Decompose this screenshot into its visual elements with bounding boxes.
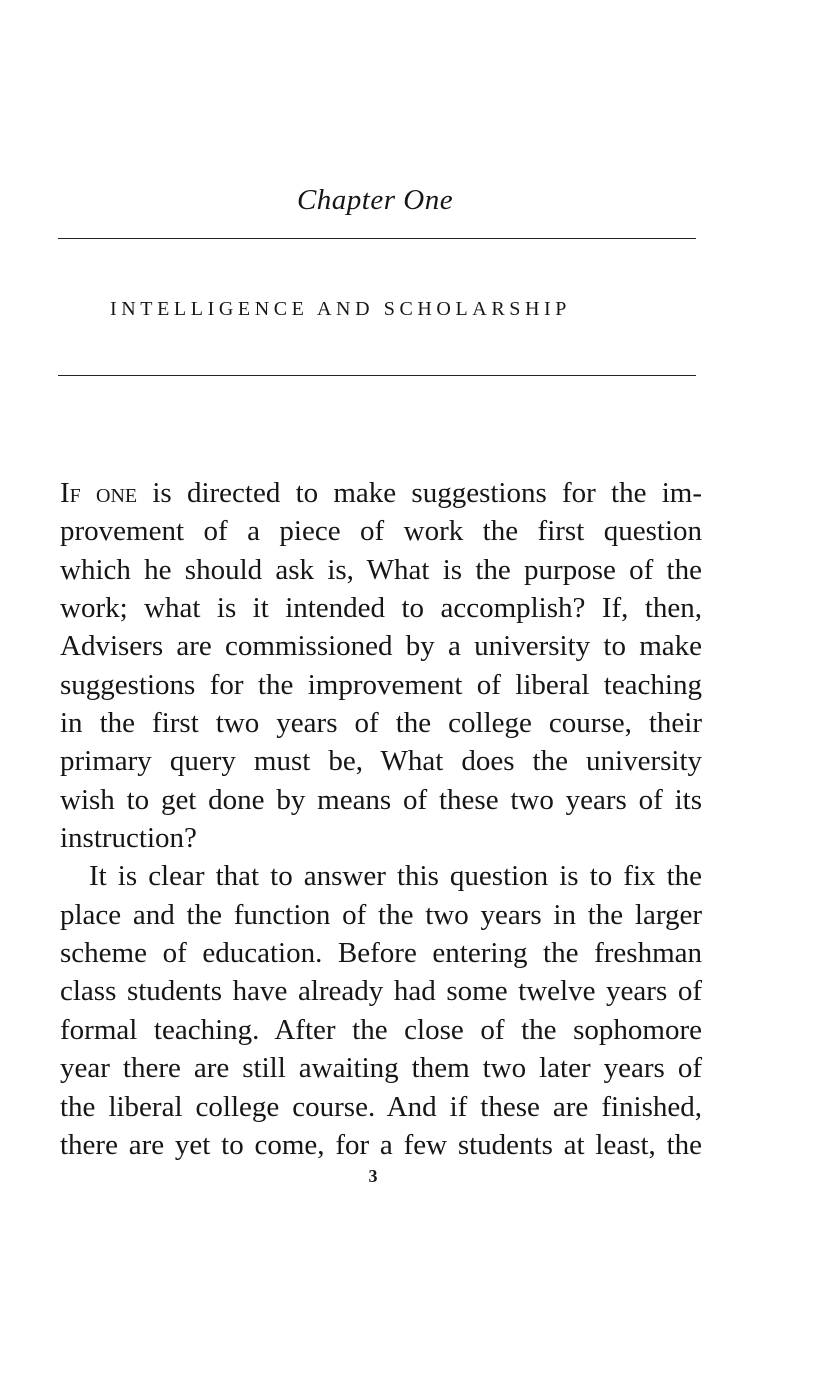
paragraph-1-line: suggestions for the improvement of liberal teaching <box>60 668 702 701</box>
paragraph-1-line-1 <box>60 474 702 512</box>
paragraph-1-line: work; what is it intended to accomplish? If, then, <box>60 592 702 625</box>
page-number: 3 <box>368 1166 378 1186</box>
opening-smallcaps: If one <box>60 477 138 509</box>
paragraph-1-line: Advisers are commissioned by a university to make <box>60 630 702 663</box>
paragraph-1-line-1-rest: is directed to make suggestions for the im- <box>137 477 702 509</box>
paragraph-1-line: primary query must be, What does the university <box>60 745 702 778</box>
paragraph-1-line: which he should ask is, What is the purpose of the <box>60 553 702 586</box>
paragraph-2-line: scheme of education. Before entering the freshman <box>60 937 702 970</box>
paragraph-2-line: class students have already had some twelve years of <box>60 975 702 1008</box>
paragraph-1-line: provement of a piece of work the first question <box>60 515 702 548</box>
top-rule <box>58 238 696 239</box>
paragraph-2-line: place and the function of the two years in the larger <box>60 898 702 931</box>
chapter-label: Chapter One <box>296 184 454 216</box>
bottom-rule <box>58 375 696 376</box>
paragraph-2-line: formal teaching. After the close of the sophomore <box>60 1013 702 1046</box>
paragraph-2-line: It is clear that to answer this question is to fix the <box>89 860 702 893</box>
paragraph-2-line: the liberal college course. And if these are finished, <box>60 1090 702 1123</box>
paragraph-2-line: there are yet to come, for a few students at least, the <box>60 1128 702 1161</box>
body-text <box>60 474 702 1164</box>
paragraph-2-line: year there are still awaiting them two later years of <box>60 1052 702 1085</box>
paragraph-1-line: instruction? <box>60 822 197 855</box>
paragraph-1-line: wish to get done by means of these two years of its <box>60 783 702 816</box>
paragraph-1-line: in the first two years of the college course, their <box>60 707 702 740</box>
chapter-title: INTELLIGENCE AND SCHOLARSHIP <box>110 298 572 320</box>
